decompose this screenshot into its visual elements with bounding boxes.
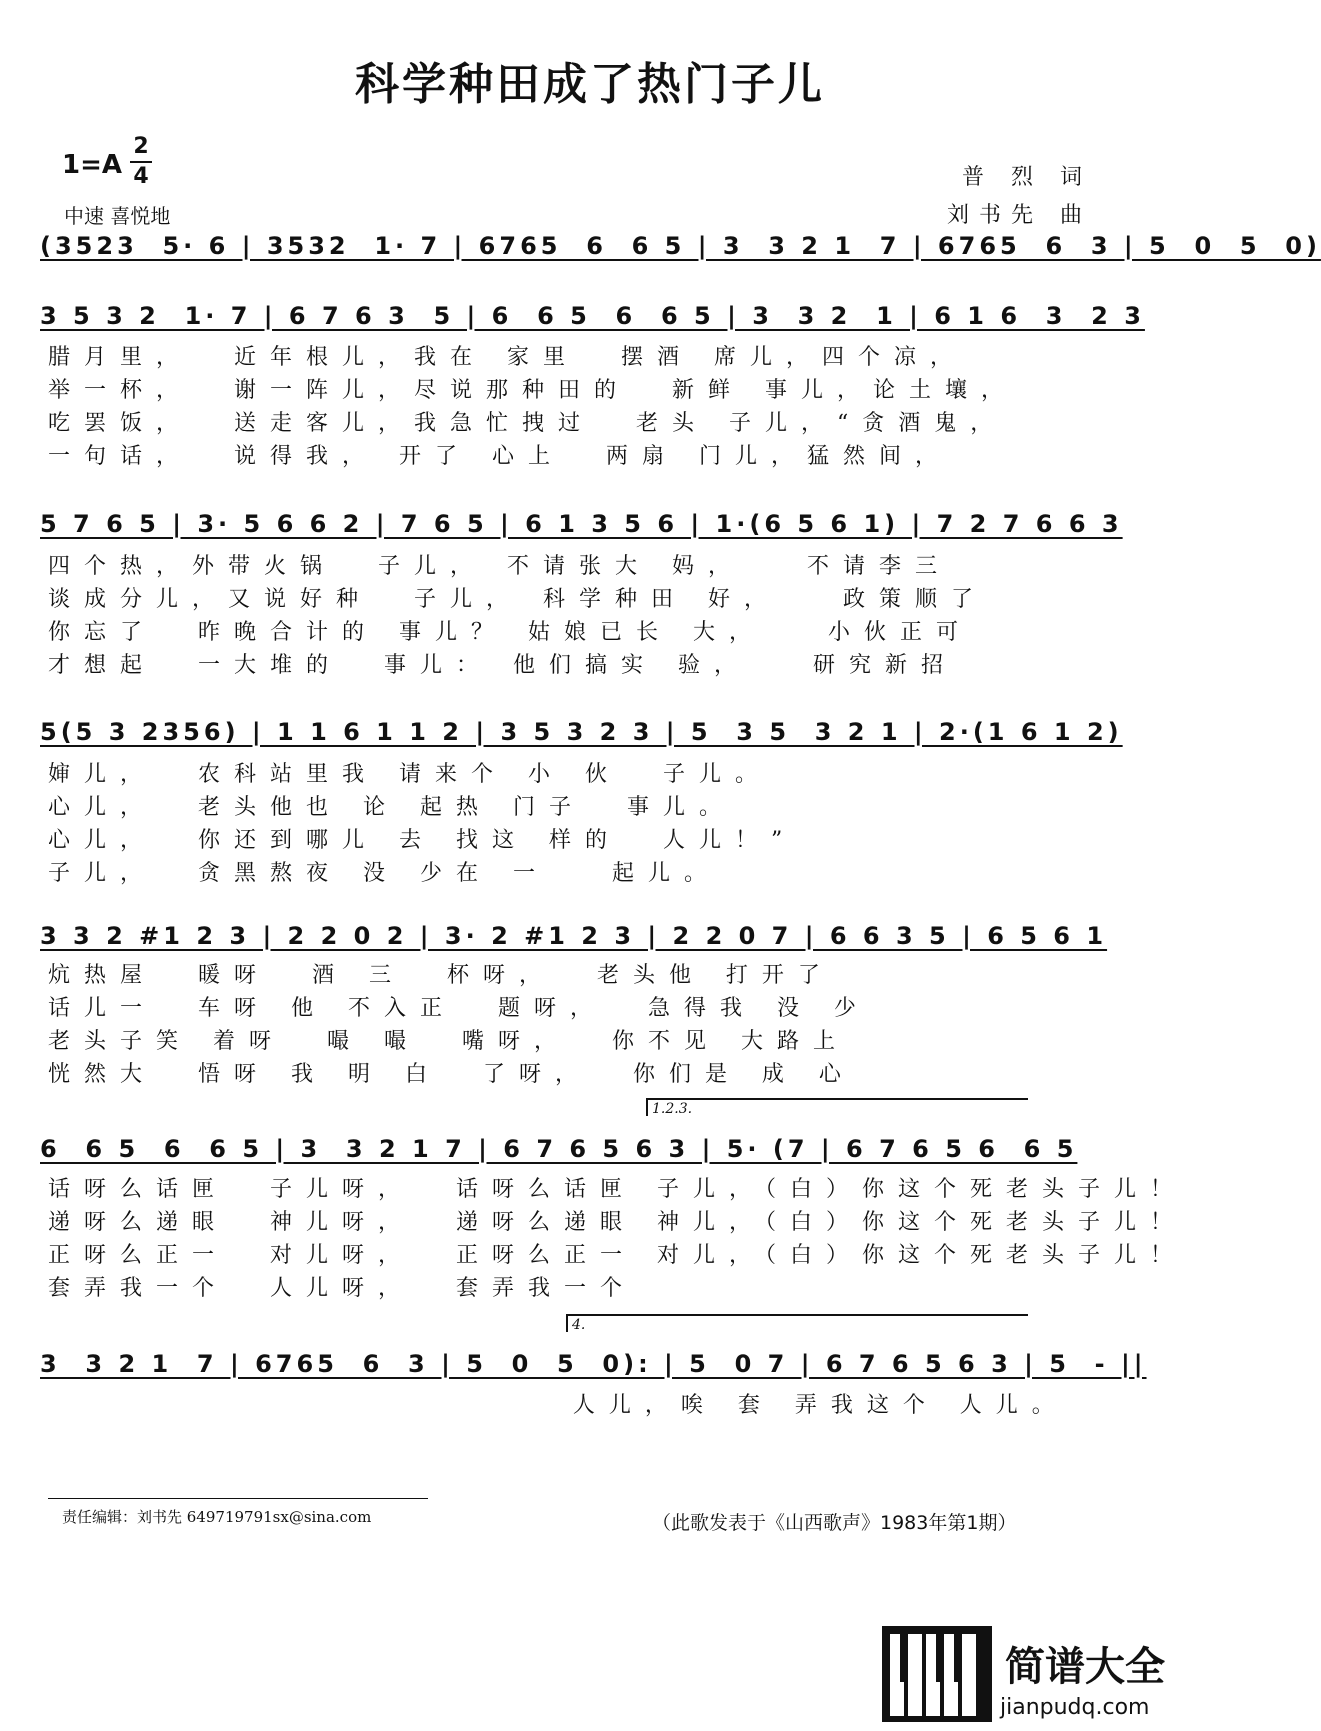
lyric-line: 婶儿， 农科站里我 请来个 小 伙 子儿。: [48, 762, 771, 787]
lyric-line: 才想起 一大堆的 事儿： 他们搞实 验， 研究新招: [48, 653, 957, 678]
volta-label: 1.2.3.: [652, 1101, 693, 1117]
lyric-line: 套弄我一个 人儿呀， 套弄我一个: [48, 1276, 636, 1301]
staff-notes: 5(5 3 2356) | 1 1 6 1 1 2 | 3 5 3 2 3 | 5 3 5 3 2 1 | 2·(1 6 1 2): [40, 718, 1123, 746]
staff-notes: 3 3 2 1 7 | 6765 6 3 | 5 0 5 0): | 5 0 7 | 6 7 6 5 6 3 | 5 - ||: [40, 1350, 1147, 1378]
footer-divider: [48, 1498, 428, 1499]
lyric-line: 老头子笑 着呀 嘬 嘬 嘴呀， 你不见 大路上: [48, 1029, 849, 1054]
volta-second-ending: [566, 1314, 1028, 1332]
staff-notes: 5 7 6 5 | 3· 5 6 6 2 | 7 6 5 | 6 1 3 5 6 | 1·(6 5 6 1) | 7 2 7 6 6 3: [40, 510, 1123, 538]
composer: 刘书先 曲: [947, 203, 1092, 228]
staff-notes: 3 5 3 2 1· 7 | 6 7 6 3 5 | 6 6 5 6 6 5 | 3 3 2 1 | 6 1 6 3 2 3: [40, 302, 1145, 330]
lyricist: 普 烈 词: [962, 165, 1092, 190]
lyric-line: 炕热屋 暖呀 酒 三 杯呀， 老头他 打开了: [48, 963, 834, 988]
lyric-line: 子儿， 贪黑熬夜 没 少在 一 起儿。: [48, 861, 720, 886]
song-title: 科学种田成了热门子儿: [355, 59, 825, 110]
lyric-line: 一句话， 说得我， 开了 心上 两扇 门儿，猛然间，: [48, 444, 951, 469]
staff-2: [40, 500, 1140, 548]
publication-source: （此歌发表于《山西歌声》1983年第1期）: [652, 1512, 1017, 1534]
staff-5: [40, 1125, 1140, 1173]
staff-notes: (3523 5· 6 | 3532 1· 7 | 6765 6 6 5 | 3 3 2 1 7 | 6765 6 3 | 5 0 5 0): [40, 232, 1321, 260]
volta-first-ending: [646, 1098, 1028, 1116]
lyric-line: 你忘了 昨晚合计的 事儿？ 姑娘已长 大， 小伙正可: [48, 620, 972, 645]
lyric-line: 举一杯， 谢一阵儿，尽说那种田的 新鲜 事儿，论土壤，: [48, 378, 1017, 403]
lyric-line: 人儿，唉 套 弄我这个 人儿。: [48, 1393, 1068, 1418]
lyric-line: 心儿， 老头他也 论 起热 门子 事儿。: [48, 795, 735, 820]
lyric-line: 话呀么话匣 子儿呀， 话呀么话匣 子儿，（白）你这个死老头子儿！: [48, 1177, 1186, 1202]
staff-1: [40, 292, 1145, 340]
logo-name: 简谱大全: [1005, 1644, 1165, 1690]
lyric-line: 四个热，外带火锅 子儿， 不请张大 妈， 不请李三: [48, 554, 951, 579]
time-signature: [130, 134, 152, 190]
time-top: 2: [133, 134, 149, 159]
staff-6: [40, 1340, 1147, 1388]
lyric-line: 递呀么递眼 神儿呀， 递呀么递眼 神儿，（白）你这个死老头子儿！: [48, 1210, 1186, 1235]
staff-4: [40, 912, 1140, 960]
logo-url: jianpudq.com: [1000, 1695, 1150, 1720]
lyric-line: 心儿， 你还到哪儿 去 找这 样的 人儿！”: [48, 828, 797, 853]
staff-notes: 6 6 5 6 6 5 | 3 3 2 1 7 | 6 7 6 5 6 3 | 5· (7 | 6 7 6 5 6 6 5: [40, 1135, 1078, 1163]
lyric-line: 话儿一 车呀 他 不入正 题呀， 急得我 没 少: [48, 996, 870, 1021]
lyric-line: 正呀么正一 对儿呀， 正呀么正一 对儿，（白）你这个死老头子儿！: [48, 1243, 1186, 1268]
lyric-line: 谈成分儿，又说好种 子儿， 科学种田 好， 政策顺了: [48, 587, 987, 612]
editor-credit: 责任编辑：刘书先 649719791sx@sina.com: [62, 1508, 372, 1526]
lyric-line: 腊月里， 近年根儿，我在 家里 摆酒 席儿，四个凉，: [48, 345, 966, 370]
staff-3: [40, 708, 1140, 756]
tempo-marking: 中速 喜悦地: [64, 204, 171, 228]
lyric-line: 吃罢饭， 送走客儿，我急忙拽过 老头 子儿，“贪酒鬼，: [48, 411, 1007, 436]
key-signature: 1=A: [62, 150, 122, 180]
volta-label: 4.: [572, 1317, 586, 1333]
staff-intro: [40, 222, 1321, 270]
time-bottom: 4: [133, 164, 149, 189]
staff-notes: 3 3 2 #1 2 3 | 2 2 0 2 | 3· 2 #1 2 3 | 2 2 0 7 | 6 6 3 5 | 6 5 6 1: [40, 922, 1108, 950]
lyric-line: 恍然大 悟呀 我 明 白 了呀， 你们是 成 心: [48, 1062, 855, 1087]
